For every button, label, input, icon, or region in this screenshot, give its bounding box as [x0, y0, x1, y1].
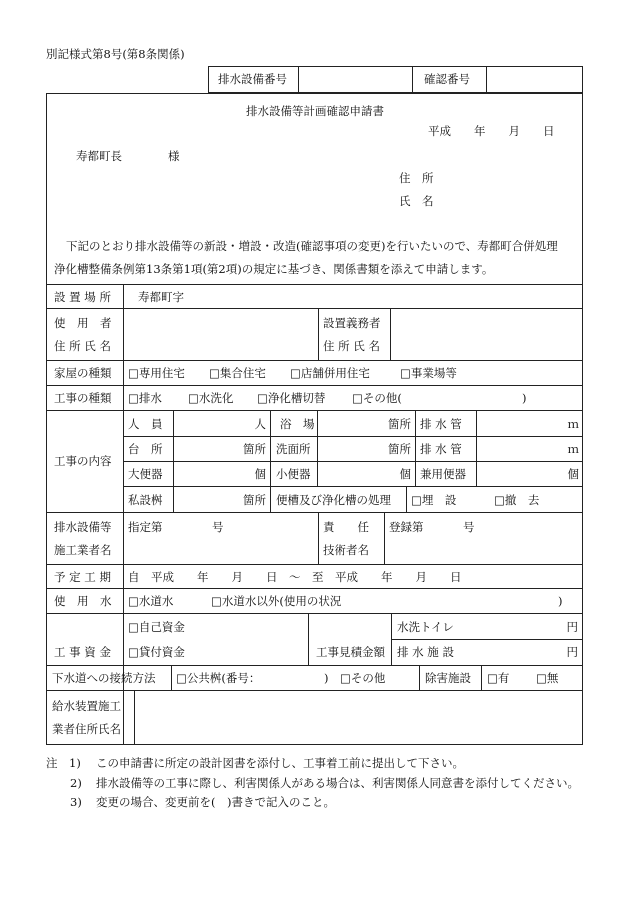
estimate-label: 工事見積金額 — [316, 645, 385, 659]
work-option-other-close: ) — [522, 391, 527, 405]
note-3-num: 3) — [70, 795, 82, 809]
location-label: 設 置 場 所 — [54, 290, 111, 304]
designated-label: 指定第 — [128, 520, 163, 534]
combined-toilet-label: 兼用便器 — [420, 467, 466, 481]
water-supply-label-1: 給水装置施工 — [52, 699, 121, 713]
registration-no-suffix: 号 — [463, 520, 475, 534]
persons-unit: 人 — [254, 417, 266, 431]
private-basin-unit: 箇所 — [243, 493, 266, 507]
drain-pipe-unit-2: ｍ — [567, 442, 579, 456]
obligor-label-1: 設置義務者 — [323, 316, 381, 330]
work-content-label: 工事の内容 — [54, 454, 112, 468]
house-option-store[interactable]: □店舗併用住宅 — [290, 366, 370, 380]
toilet-estimate-label: 水洗トイレ — [397, 620, 454, 634]
house-type-label: 家屋の種類 — [54, 366, 112, 380]
body-text-line2: 浄化槽整備条例第13条第1項(第2項)の規定に基づき、関係書類を添えて申請します。 — [54, 262, 494, 276]
small-toilet-label: 小便器 — [276, 467, 311, 481]
tech-label-1: 責 任 — [323, 520, 369, 534]
large-toilet-unit: 個 — [254, 467, 266, 481]
user-address-name-field[interactable] — [126, 311, 316, 357]
contractor-label-1: 排水設備等 — [54, 520, 112, 534]
persons-label: 人 員 — [128, 417, 163, 431]
removal-label: 除害施設 — [425, 671, 471, 685]
bath-unit: 箇所 — [388, 417, 411, 431]
user-label-1: 使 用 者 — [54, 316, 112, 330]
toilet-estimate-yen: 円 — [566, 620, 578, 634]
form-title: 排水設備等計画確認申請書 — [246, 104, 384, 118]
designated-no-suffix: 号 — [212, 520, 224, 534]
bath-label: 浴 場 — [280, 417, 315, 431]
work-option-flush[interactable]: □水洗化 — [188, 391, 234, 405]
tech-label-2: 技術者名 — [323, 543, 369, 557]
addressee: 寿都町長 様 — [76, 149, 180, 163]
kitchen-unit: 箇所 — [243, 442, 266, 456]
disposal-option-remove[interactable]: □撤 去 — [494, 493, 540, 507]
drain-pipe-label-2: 排 水 管 — [420, 442, 462, 456]
drain-number-field[interactable] — [301, 68, 410, 90]
drain-pipe-label-1: 排 水 管 — [420, 417, 462, 431]
confirm-number-field[interactable] — [489, 68, 581, 90]
sewer-option-public-close: ) — [324, 671, 329, 685]
kitchen-label: 台 所 — [128, 442, 163, 456]
disposal-option-bury[interactable]: □埋 設 — [411, 493, 457, 507]
drain-number-label: 排水設備番号 — [218, 72, 287, 86]
address-label: 住 所 — [399, 171, 434, 185]
contractor-label-2: 施工業者名 — [54, 543, 112, 557]
applicant-address-field[interactable] — [438, 169, 578, 185]
obligor-address-name-field[interactable] — [393, 311, 581, 357]
schedule-label: 予 定 工 期 — [54, 570, 111, 584]
work-option-drain[interactable]: □排水 — [128, 391, 162, 405]
sewer-option-other[interactable]: □その他 — [340, 671, 386, 685]
funds-label: 工 事 資 金 — [54, 645, 111, 659]
obligor-label-2: 住 所 氏 名 — [323, 339, 380, 353]
registration-label: 登録第 — [389, 520, 424, 534]
work-option-septic-switch[interactable]: □浄化槽切替 — [257, 391, 326, 405]
house-option-business[interactable]: □事業場等 — [400, 366, 457, 380]
note-1-num: 注 1) — [46, 756, 81, 770]
form-id: 別記様式第8号(第8条関係) — [46, 47, 185, 61]
note-2-text: 排水設備等の工事に際し、利害関係人がある場合は、利害関係人同意書を添付してください。 — [96, 776, 579, 790]
water-supply-label-2: 業者住所氏名 — [52, 722, 121, 736]
date-line[interactable]: 平成 年 月 日 — [428, 124, 555, 138]
house-option-private[interactable]: □専用住宅 — [128, 366, 185, 380]
note-3-text: 変更の場合、変更前を( )書きで記入のこと。 — [96, 795, 335, 809]
sewer-option-public[interactable]: □公共桝(番号： — [176, 671, 261, 685]
private-basin-label: 私設桝 — [128, 493, 163, 507]
note-1-text: この申請書に所定の設計図書を添付し、工事着工前に提出して下さい。 — [96, 756, 464, 770]
disposal-label: 便槽及び浄化槽の処理 — [276, 493, 391, 507]
name-label: 氏 名 — [399, 194, 434, 208]
body-text-line1: 下記のとおり排水設備等の新設・増設・改造(確認事項の変更)を行いたいので、寿都町合併処理 — [66, 239, 558, 253]
house-option-collective[interactable]: □集合住宅 — [209, 366, 266, 380]
water-option-tap[interactable]: □水道水 — [128, 594, 174, 608]
drain-facility-estimate-label: 排 水 施 設 — [397, 645, 454, 659]
drain-facility-estimate-yen: 円 — [566, 645, 578, 659]
confirm-number-label: 確認番号 — [424, 72, 470, 86]
removal-option-yes[interactable]: □有 — [487, 671, 510, 685]
drain-pipe-unit-1: ｍ — [567, 417, 579, 431]
wash-unit: 箇所 — [388, 442, 411, 456]
combined-toilet-unit: 個 — [567, 467, 579, 481]
funds-option-own[interactable]: □自己資金 — [128, 620, 185, 634]
sewer-label: 下水道への接続方法 — [52, 671, 156, 685]
large-toilet-label: 大便器 — [128, 467, 163, 481]
work-type-label: 工事の種類 — [54, 391, 112, 405]
water-option-other[interactable]: □水道水以外(使用の状況 — [211, 594, 342, 608]
water-supply-field[interactable] — [137, 693, 581, 743]
schedule-value[interactable]: 自 平成 年 月 日 ～ 至 平成 年 月 日 — [128, 570, 462, 584]
user-label-2: 住 所 氏 名 — [54, 339, 111, 353]
water-option-other-close: ) — [558, 594, 563, 608]
note-2-num: 2) — [70, 776, 82, 790]
work-option-other[interactable]: □その他( — [352, 391, 402, 405]
small-toilet-unit: 個 — [399, 467, 411, 481]
water-label: 使 用 水 — [54, 594, 112, 608]
wash-label: 洗面所 — [276, 442, 311, 456]
removal-option-no[interactable]: □無 — [536, 671, 559, 685]
applicant-name-field[interactable] — [438, 192, 578, 208]
funds-option-loan[interactable]: □貸付資金 — [128, 645, 185, 659]
location-value[interactable]: 寿都町字 — [138, 290, 184, 304]
